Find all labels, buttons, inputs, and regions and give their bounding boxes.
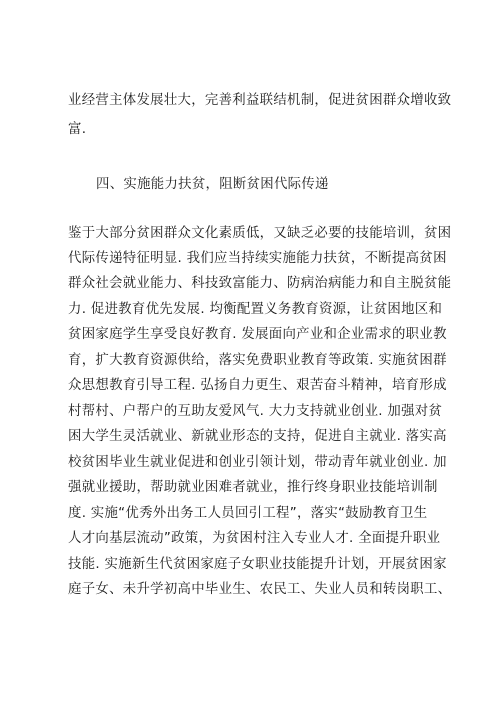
paragraph-line: 众思想教育引导工程. 弘扬自力更生、艰苦奋斗精神，培育形成: [68, 378, 447, 393]
paragraph-line: 困大学生灵活就业、新就业形态的支持，促进自主就业. 落实高: [68, 429, 447, 444]
paragraph-line: 技能. 实施新生代贫困家庭子女职业技能提升计划，开展贫困家: [68, 557, 447, 572]
paragraph-line: 群众社会就业能力、科技致富能力、防病治病能力和自主脱贫能: [68, 276, 452, 291]
paragraph-line: 强就业援助，帮助就业困难者就业，推行终身职业技能培训制: [68, 480, 438, 495]
paragraph-line: 业经营主体发展壮大，完善利益联结机制，促进贫困群众增收致: [68, 93, 452, 108]
paragraph-line: 村帮村、户帮户的互助友爱风气. 大力支持就业创业. 加强对贫: [68, 404, 443, 419]
paragraph-line: 贫困家庭学生享受良好教育. 发展面向产业和企业需求的职业教: [68, 327, 447, 342]
section-heading: 四、实施能力扶贫，阻断贫困代际传递: [96, 177, 329, 192]
paragraph-line: 人才向基层流动”政策，为贫困村注入专业人才. 全面提升职业: [68, 531, 441, 546]
paragraph-line: 育，扩大教育资源供给，落实免费职业教育等政策. 实施贫困群: [68, 353, 447, 368]
paragraph-line: 代际传递特征明显. 我们应当持续实施能力扶贫，不断提高贫困: [68, 251, 447, 266]
paragraph-line: 庭子女、未升学初高中毕业生、农民工、失业人员和转岗职工、: [68, 582, 452, 597]
paragraph-line: 富.: [68, 122, 87, 137]
paragraph-line: 鉴于大部分贫困群众文化素质低，又缺乏必要的技能培训，贫困: [68, 226, 452, 241]
paragraph-line: 度. 实施“优秀外出务工人员回引工程”，落实“鼓励教育卫生: [68, 506, 428, 521]
paragraph-line: 校贫困毕业生就业促进和创业引领计划，带动青年就业创业. 加: [68, 455, 447, 470]
paragraph-line: 力. 促进教育优先发展. 均衡配置义务教育资源，让贫困地区和: [68, 302, 443, 317]
